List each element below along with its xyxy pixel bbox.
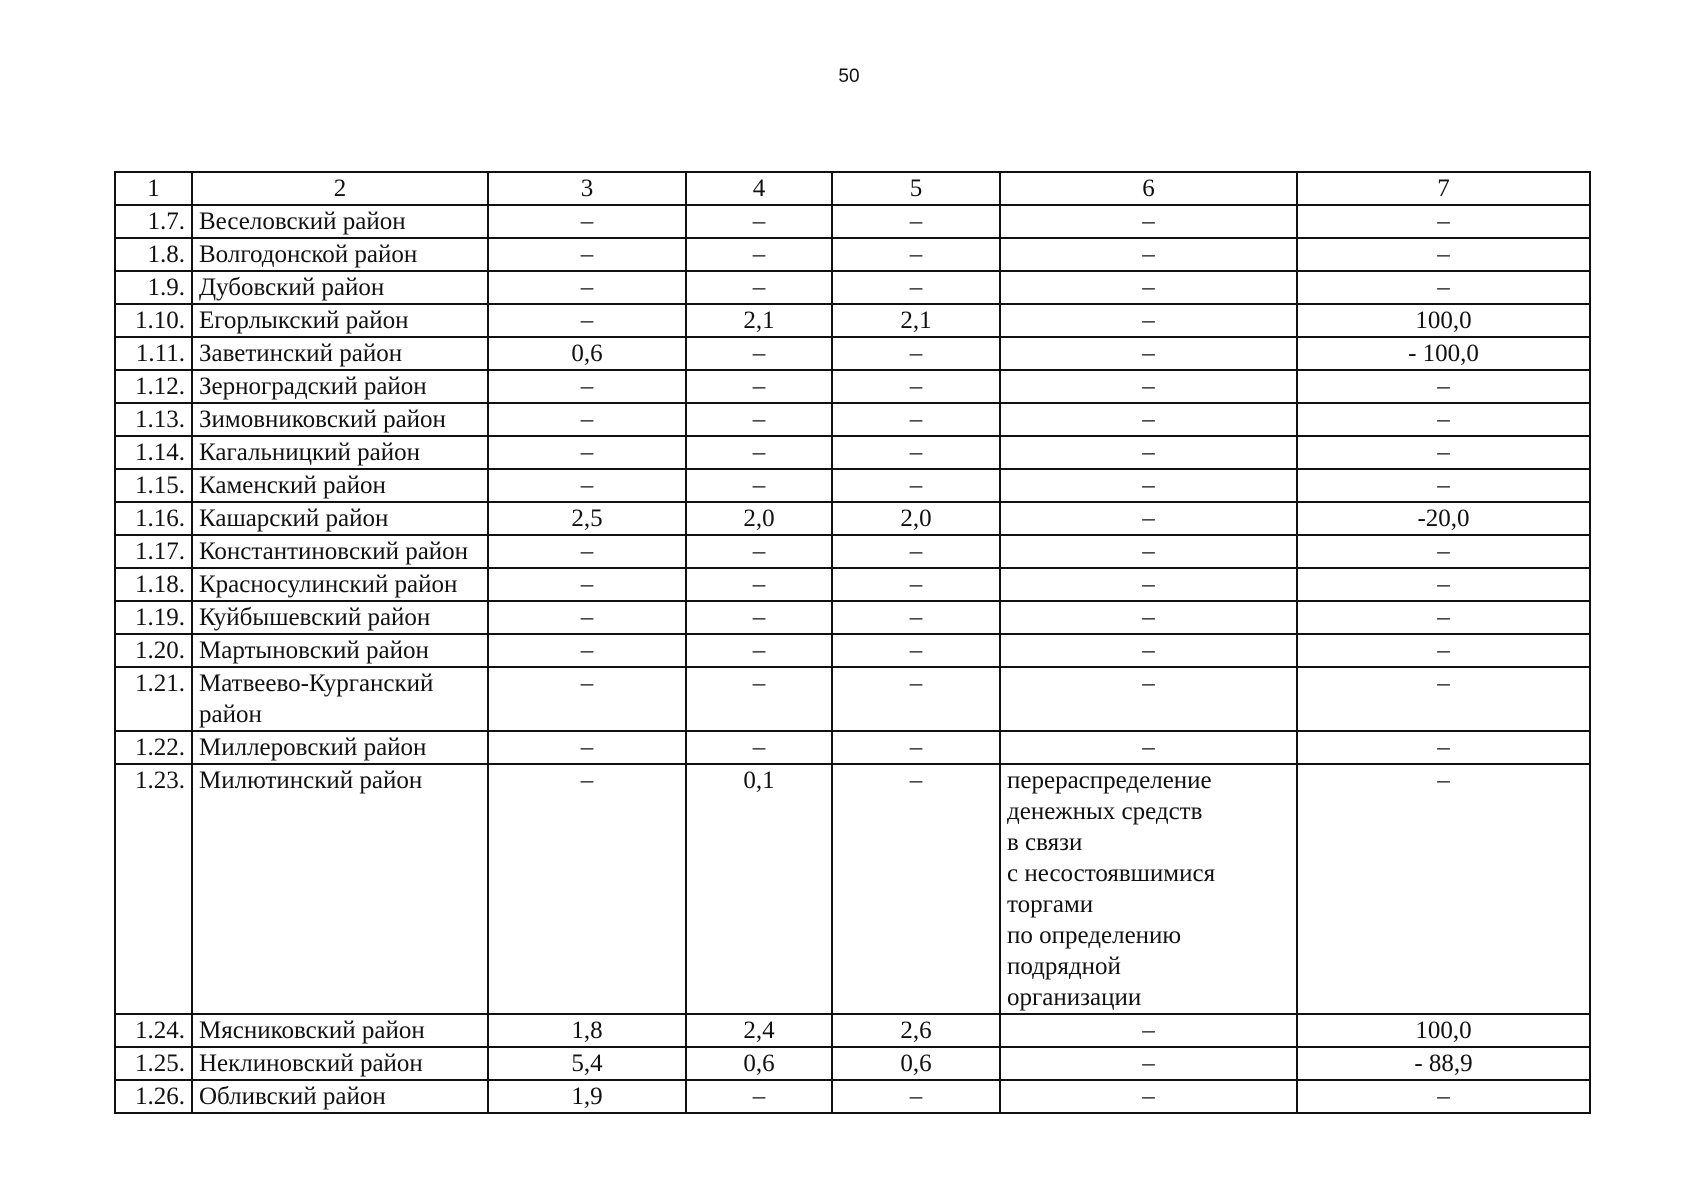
col5-cell: – [832, 568, 1000, 601]
col7-cell: – [1297, 403, 1590, 436]
district-name-cell: Волгодонской район [192, 238, 488, 271]
col3-cell: – [488, 238, 686, 271]
col6-cell: – [1000, 502, 1297, 535]
col3-cell: 2,5 [488, 502, 686, 535]
district-name-cell: Константиновский район [192, 535, 488, 568]
col5-cell: – [832, 436, 1000, 469]
col6-cell: – [1000, 1080, 1297, 1113]
district-name-cell: Зерноградский район [192, 370, 488, 403]
row-number-cell: 1.23. [115, 764, 192, 1014]
col3-cell: – [488, 403, 686, 436]
note-line: денежных средств [1007, 798, 1203, 825]
district-name-cell: Егорлыкский район [192, 304, 488, 337]
district-name-cell: Заветинский район [192, 337, 488, 370]
col4-cell: 0,1 [686, 764, 832, 1014]
district-name-cell: Кашарский район [192, 502, 488, 535]
table-row [115, 436, 1590, 469]
col6-cell: – [1000, 469, 1297, 502]
header-row [115, 172, 1590, 205]
district-name-cell: Каменский район [192, 469, 488, 502]
note-line: по определению [1007, 922, 1182, 949]
district-name-cell: Милютинский район [192, 764, 488, 1014]
table-row [115, 469, 1590, 502]
row-number-cell: 1.19. [115, 601, 192, 634]
row-number-cell: 1.25. [115, 1047, 192, 1080]
col7-cell: – [1297, 436, 1590, 469]
district-name-cell: Мартыновский район [192, 634, 488, 667]
col6-cell: – [1000, 667, 1297, 731]
col5-cell: – [832, 731, 1000, 764]
col4-cell: – [686, 667, 832, 731]
col7-cell: – [1297, 469, 1590, 502]
header-cell: 3 [488, 172, 686, 205]
col7-cell: – [1297, 731, 1590, 764]
row-number-cell: 1.11. [115, 337, 192, 370]
col4-cell: – [686, 568, 832, 601]
col4-cell: – [686, 535, 832, 568]
header-cell: 7 [1297, 172, 1590, 205]
note-line: с несостоявшимися [1007, 860, 1216, 887]
col6-cell: – [1000, 568, 1297, 601]
col6-cell: – [1000, 271, 1297, 304]
district-name-cell: Кагальницкий район [192, 436, 488, 469]
col3-cell: 1,9 [488, 1080, 686, 1113]
header-cell: 2 [192, 172, 488, 205]
row-number-cell: 1.9. [115, 271, 192, 304]
col6-cell: – [1000, 304, 1297, 337]
col4-cell: – [686, 436, 832, 469]
table-row [115, 1047, 1590, 1080]
col6-cell: – [1000, 634, 1297, 667]
col6-cell: – [1000, 403, 1297, 436]
table-row [115, 1080, 1590, 1113]
col3-cell: – [488, 535, 686, 568]
col6-note-cell [1000, 764, 1297, 1014]
table-row [115, 238, 1590, 271]
col3-cell: – [488, 304, 686, 337]
report-table [114, 171, 1591, 1114]
table-row [115, 403, 1590, 436]
table-row [115, 764, 1590, 1014]
table-row [115, 337, 1590, 370]
col4-cell: – [686, 337, 832, 370]
col5-cell: 0,6 [832, 1047, 1000, 1080]
table-row [115, 502, 1590, 535]
header-cell: 5 [832, 172, 1000, 205]
row-number-cell: 1.10. [115, 304, 192, 337]
col3-cell: – [488, 601, 686, 634]
table-row [115, 634, 1590, 667]
col5-cell: – [832, 634, 1000, 667]
col5-cell: – [832, 337, 1000, 370]
col6-cell: – [1000, 370, 1297, 403]
col3-cell: – [488, 205, 686, 238]
col4-cell: – [686, 601, 832, 634]
col4-cell: 2,0 [686, 502, 832, 535]
table-row [115, 205, 1590, 238]
col3-cell: – [488, 469, 686, 502]
col7-cell: - 100,0 [1297, 337, 1590, 370]
col3-cell: – [488, 634, 686, 667]
col4-cell: – [686, 271, 832, 304]
col7-cell: - 88,9 [1297, 1047, 1590, 1080]
table-row [115, 271, 1590, 304]
header-cell: 1 [115, 172, 192, 205]
col4-cell: 2,1 [686, 304, 832, 337]
col6-cell: – [1000, 535, 1297, 568]
row-number-cell: 1.18. [115, 568, 192, 601]
col3-cell: – [488, 436, 686, 469]
col3-cell: – [488, 271, 686, 304]
col5-cell: – [832, 238, 1000, 271]
col7-cell: – [1297, 370, 1590, 403]
col5-cell: – [832, 370, 1000, 403]
row-number-cell: 1.26. [115, 1080, 192, 1113]
col3-cell: 0,6 [488, 337, 686, 370]
col7-cell: – [1297, 764, 1590, 1014]
col4-cell: – [686, 238, 832, 271]
col3-cell: – [488, 731, 686, 764]
col7-cell: – [1297, 238, 1590, 271]
col5-cell: – [832, 535, 1000, 568]
col5-cell: – [832, 469, 1000, 502]
table-row [115, 370, 1590, 403]
row-number-cell: 1.24. [115, 1014, 192, 1047]
col7-cell: – [1297, 1080, 1590, 1113]
col5-cell: 2,0 [832, 502, 1000, 535]
table-row [115, 304, 1590, 337]
note-line: в связи [1007, 829, 1083, 856]
table-row [115, 601, 1590, 634]
col4-cell: 2,4 [686, 1014, 832, 1047]
col7-cell: – [1297, 667, 1590, 731]
col4-cell: – [686, 205, 832, 238]
header-cell: 6 [1000, 172, 1297, 205]
page-number: 50 [838, 66, 860, 87]
col7-cell: – [1297, 568, 1590, 601]
col5-cell: – [832, 1080, 1000, 1113]
row-number-cell: 1.17. [115, 535, 192, 568]
col7-cell: – [1297, 601, 1590, 634]
table-row [115, 1014, 1590, 1047]
district-name-cell: Матвеево-Курганский район [192, 667, 488, 731]
col7-cell: – [1297, 634, 1590, 667]
col6-cell: – [1000, 1014, 1297, 1047]
district-name-cell: Красносулинский район [192, 568, 488, 601]
col3-cell: – [488, 764, 686, 1014]
col7-cell: – [1297, 271, 1590, 304]
row-number-cell: 1.7. [115, 205, 192, 238]
col5-cell: 2,6 [832, 1014, 1000, 1047]
col6-cell: – [1000, 731, 1297, 764]
col5-cell: – [832, 403, 1000, 436]
district-name-cell: Куйбышевский район [192, 601, 488, 634]
col4-cell: – [686, 634, 832, 667]
col7-cell: – [1297, 535, 1590, 568]
table-row [115, 568, 1590, 601]
col3-cell: – [488, 667, 686, 731]
col5-cell: – [832, 764, 1000, 1014]
district-name-cell: Обливский район [192, 1080, 488, 1113]
district-name-cell: Дубовский район [192, 271, 488, 304]
col6-cell: – [1000, 238, 1297, 271]
row-number-cell: 1.14. [115, 436, 192, 469]
district-name-cell: Мясниковский район [192, 1014, 488, 1047]
col7-cell: – [1297, 205, 1590, 238]
col5-cell: – [832, 601, 1000, 634]
col6-cell: – [1000, 436, 1297, 469]
row-number-cell: 1.21. [115, 667, 192, 731]
district-name-cell: Неклиновский район [192, 1047, 488, 1080]
row-number-cell: 1.8. [115, 238, 192, 271]
col4-cell: – [686, 731, 832, 764]
row-number-cell: 1.22. [115, 731, 192, 764]
row-number-cell: 1.20. [115, 634, 192, 667]
note-line: перераспределение [1007, 767, 1212, 794]
row-number-cell: 1.13. [115, 403, 192, 436]
col4-cell: – [686, 1080, 832, 1113]
col6-cell: – [1000, 337, 1297, 370]
note-line: подрядной [1007, 953, 1121, 980]
col7-cell: -20,0 [1297, 502, 1590, 535]
table-row [115, 667, 1590, 731]
note-line: торгами [1007, 891, 1094, 918]
col5-cell: 2,1 [832, 304, 1000, 337]
col6-cell: – [1000, 1047, 1297, 1080]
district-name-cell: Миллеровский район [192, 731, 488, 764]
col5-cell: – [832, 667, 1000, 731]
col3-cell: – [488, 568, 686, 601]
table-row [115, 731, 1590, 764]
col7-cell: 100,0 [1297, 304, 1590, 337]
district-name-cell: Зимовниковский район [192, 403, 488, 436]
col3-cell: 1,8 [488, 1014, 686, 1047]
col6-cell: – [1000, 601, 1297, 634]
row-number-cell: 1.15. [115, 469, 192, 502]
col3-cell: – [488, 370, 686, 403]
col7-cell: 100,0 [1297, 1014, 1590, 1047]
row-number-cell: 1.16. [115, 502, 192, 535]
header-cell: 4 [686, 172, 832, 205]
col5-cell: – [832, 205, 1000, 238]
row-number-cell: 1.12. [115, 370, 192, 403]
district-name-cell: Веселовский район [192, 205, 488, 238]
table-row [115, 535, 1590, 568]
col3-cell: 5,4 [488, 1047, 686, 1080]
col4-cell: – [686, 403, 832, 436]
col5-cell: – [832, 271, 1000, 304]
col4-cell: – [686, 469, 832, 502]
col4-cell: 0,6 [686, 1047, 832, 1080]
note-line: организации [1007, 984, 1142, 1011]
col4-cell: – [686, 370, 832, 403]
col6-cell: – [1000, 205, 1297, 238]
